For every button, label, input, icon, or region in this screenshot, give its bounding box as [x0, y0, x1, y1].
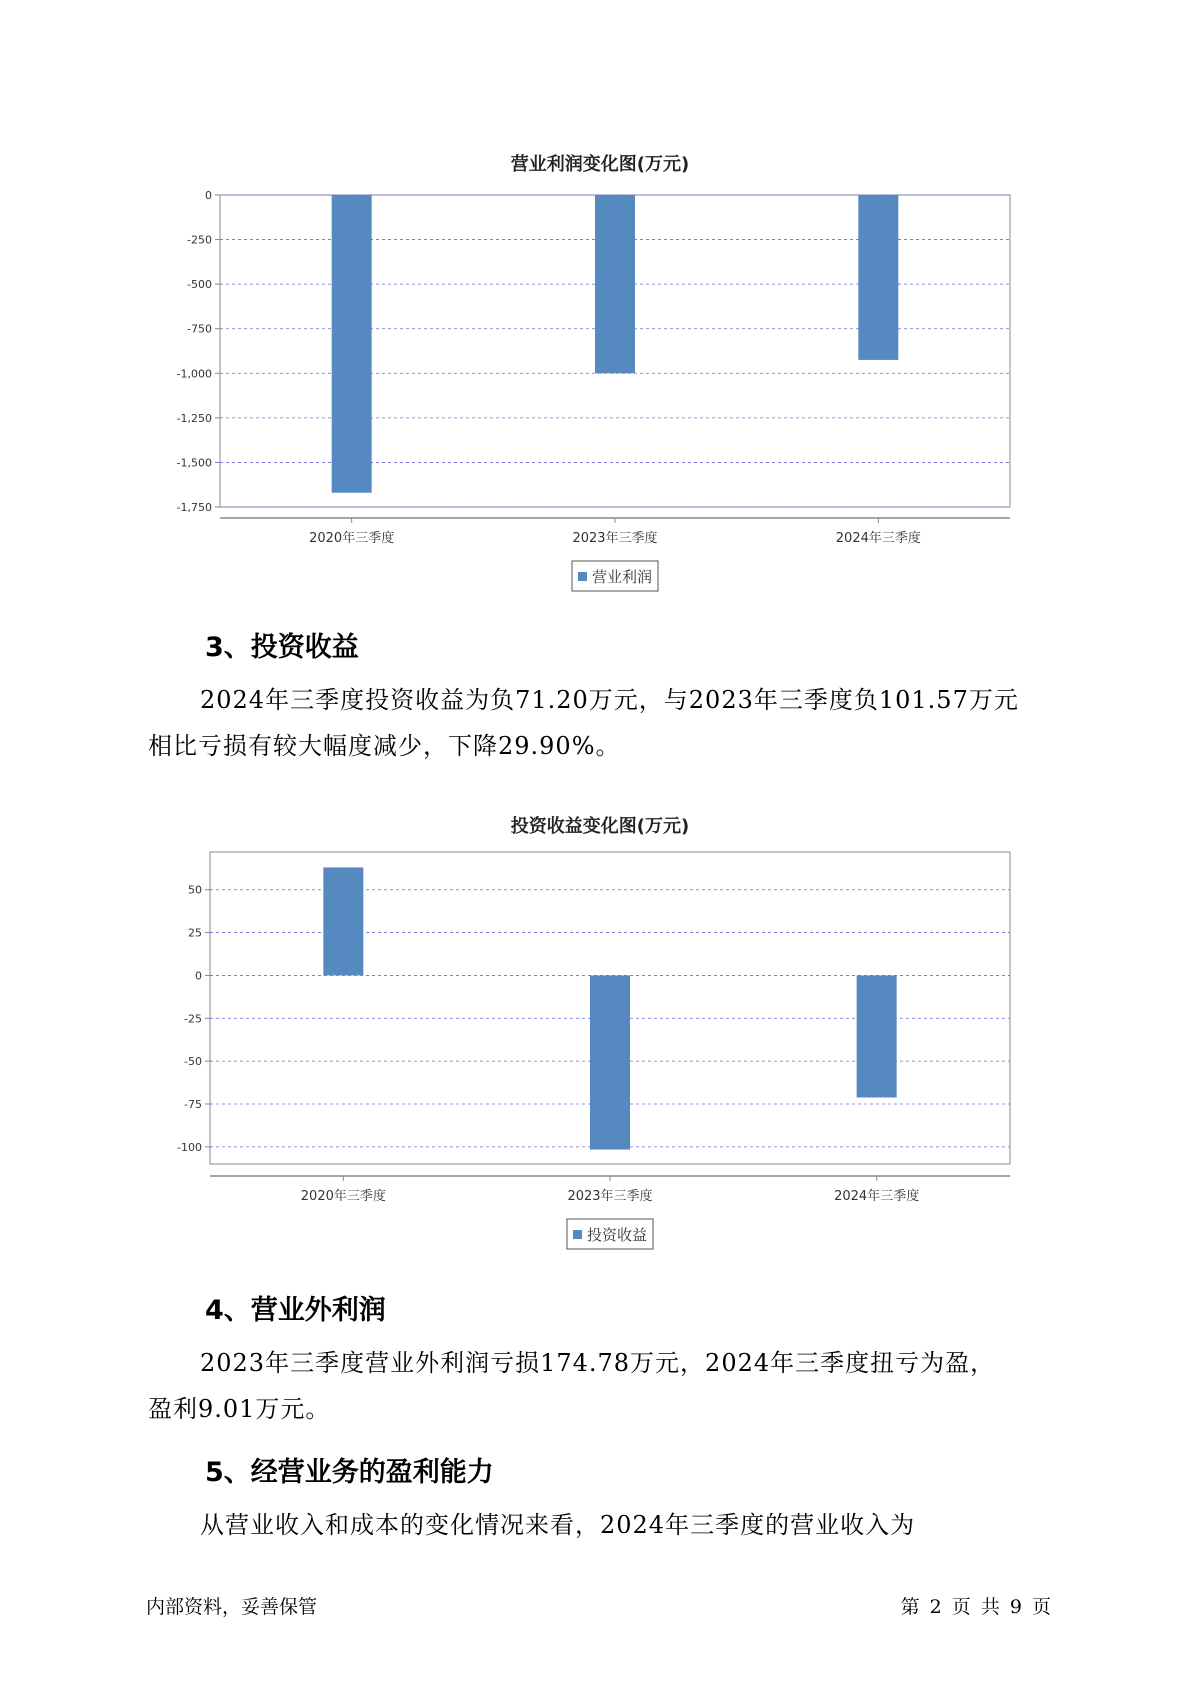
bar: [323, 867, 363, 975]
x-category-label: 2020年三季度: [309, 531, 395, 546]
y-tick-label: -750: [187, 322, 212, 336]
legend-label: 营业利润: [592, 568, 653, 586]
y-tick-label: -25: [184, 1012, 202, 1026]
y-tick-label: -1,000: [176, 367, 212, 381]
y-tick-label: -50: [184, 1055, 202, 1069]
section-heading-investment: 3、投资收益: [205, 632, 359, 663]
paragraph-line: 2024年三季度投资收益为负71.20万元，与2023年三季度负101.57万元: [200, 686, 1019, 714]
legend-swatch: [578, 572, 587, 581]
chart-title: 投资收益变化图(万元): [510, 816, 690, 837]
legend-label: 投资收益: [587, 1226, 648, 1244]
footer-page-number: 第 2 页 共 9 页: [900, 1596, 1051, 1618]
y-tick-label: -500: [187, 278, 212, 292]
bar: [590, 975, 630, 1149]
paragraph-line: 2023年三季度营业外利润亏损174.78万元，2024年三季度扭亏为盈，: [200, 1349, 996, 1377]
section-heading-nonoperating: 4、营业外利润: [205, 1295, 386, 1326]
x-category-label: 2023年三季度: [567, 1189, 653, 1204]
y-tick-label: 25: [188, 926, 202, 940]
legend-swatch: [573, 1230, 582, 1239]
chart-investment-income: [160, 802, 1040, 1262]
paragraph-line: 从营业收入和成本的变化情况来看，2024年三季度的营业收入为: [200, 1511, 916, 1539]
bar: [595, 195, 635, 373]
y-tick-label: -1,750: [176, 501, 212, 514]
y-tick-label: -250: [187, 233, 212, 247]
section-heading-profitability: 5、经营业务的盈利能力: [205, 1457, 494, 1488]
bar: [858, 195, 898, 360]
paragraph-line: 相比亏损有较大幅度减少，下降29.90%。: [148, 732, 621, 760]
y-tick-label: 50: [188, 883, 202, 897]
section-paragraph-investment: [148, 677, 1068, 769]
y-tick-label: 0: [205, 189, 212, 202]
y-tick-label: -75: [184, 1098, 202, 1111]
x-category-label: 2024年三季度: [834, 1189, 920, 1204]
footer-confidential-note: 内部资料，妥善保管: [146, 1596, 318, 1618]
y-tick-label: -1,250: [176, 411, 212, 425]
bar: [857, 975, 897, 1097]
chart-title: 营业利润变化图(万元): [510, 154, 690, 175]
y-tick-label: 0: [195, 969, 202, 983]
x-category-label: 2020年三季度: [300, 1189, 386, 1204]
y-tick-label: -100: [177, 1140, 202, 1154]
chart-operating-profit: [160, 140, 1040, 600]
section-paragraph-profitability: [148, 1502, 1068, 1548]
chart-svg: [160, 180, 1040, 600]
chart-svg: [160, 842, 1040, 1262]
bar: [332, 195, 372, 493]
paragraph-line: 盈利9.01万元。: [148, 1395, 331, 1423]
section-paragraph-nonoperating: [148, 1340, 1068, 1432]
y-tick-label: -1,500: [176, 456, 212, 470]
x-category-label: 2023年三季度: [572, 531, 658, 546]
x-category-label: 2024年三季度: [835, 531, 921, 546]
